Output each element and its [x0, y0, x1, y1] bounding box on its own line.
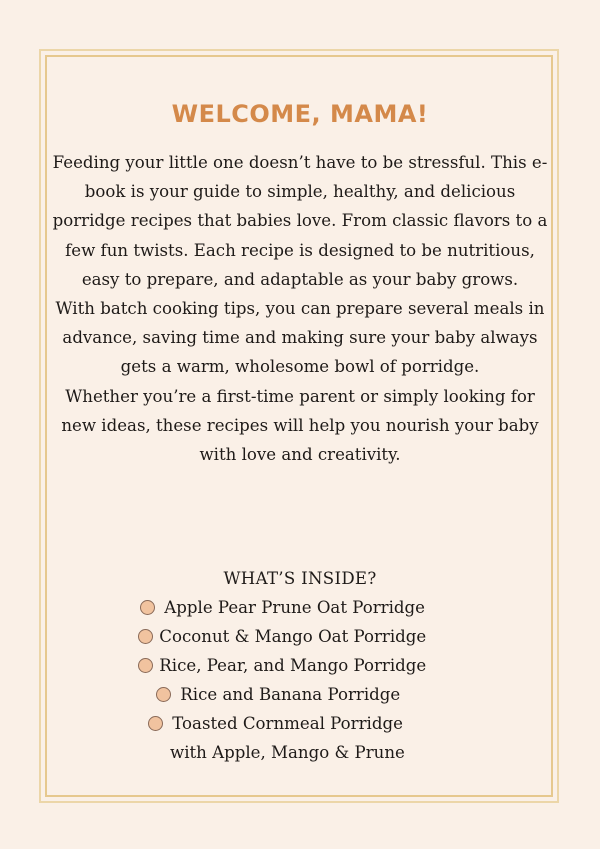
list-item — [138, 622, 426, 651]
bullet-dot-icon — [138, 629, 153, 644]
recipe-label: Rice, Pear, and Mango Porridge — [159, 656, 427, 675]
bullet-dot-icon — [148, 716, 163, 731]
bullet-dot-icon — [140, 600, 155, 615]
recipe-label: Rice and Banana Porridge — [180, 685, 401, 704]
intro-paragraph-1: Feeding your little one doesn’t have to be stressful. This e-book is your guide to simple, healthy, and delicious porridge recipes that babies love. From classic flavors to a few fun twists. Each recipe is designed to be nutritious, easy to prepare, and adaptable as your baby grows. — [52, 153, 548, 289]
list-item — [138, 651, 426, 680]
list-item — [148, 709, 405, 767]
recipe-label-continued: with Apple, Mango & Prune — [170, 743, 405, 763]
recipe-label: Coconut & Mango Oat Porridge — [159, 627, 427, 646]
whats-inside-title: WHAT’S INSIDE? — [223, 569, 377, 588]
recipe-label: Apple Pear Prune Oat Porridge — [164, 598, 425, 617]
intro-paragraph-3: Whether you’re a first-time parent or simply looking for new ideas, these recipes will help you nourish your baby with love and creativity. — [61, 386, 539, 465]
intro-text — [48, 148, 552, 469]
list-item — [156, 680, 400, 709]
bullet-dot-icon — [156, 687, 171, 702]
page-heading: WELCOME, MAMA! — [171, 100, 429, 128]
bullet-dot-icon — [138, 658, 153, 673]
recipe-label: Toasted Cornmeal Porridge — [172, 714, 403, 733]
list-item — [140, 593, 425, 622]
intro-paragraph-2: With batch cooking tips, you can prepare several meals in advance, saving time and making sure your baby always gets a warm, wholesome bowl of porridge. — [55, 299, 545, 377]
